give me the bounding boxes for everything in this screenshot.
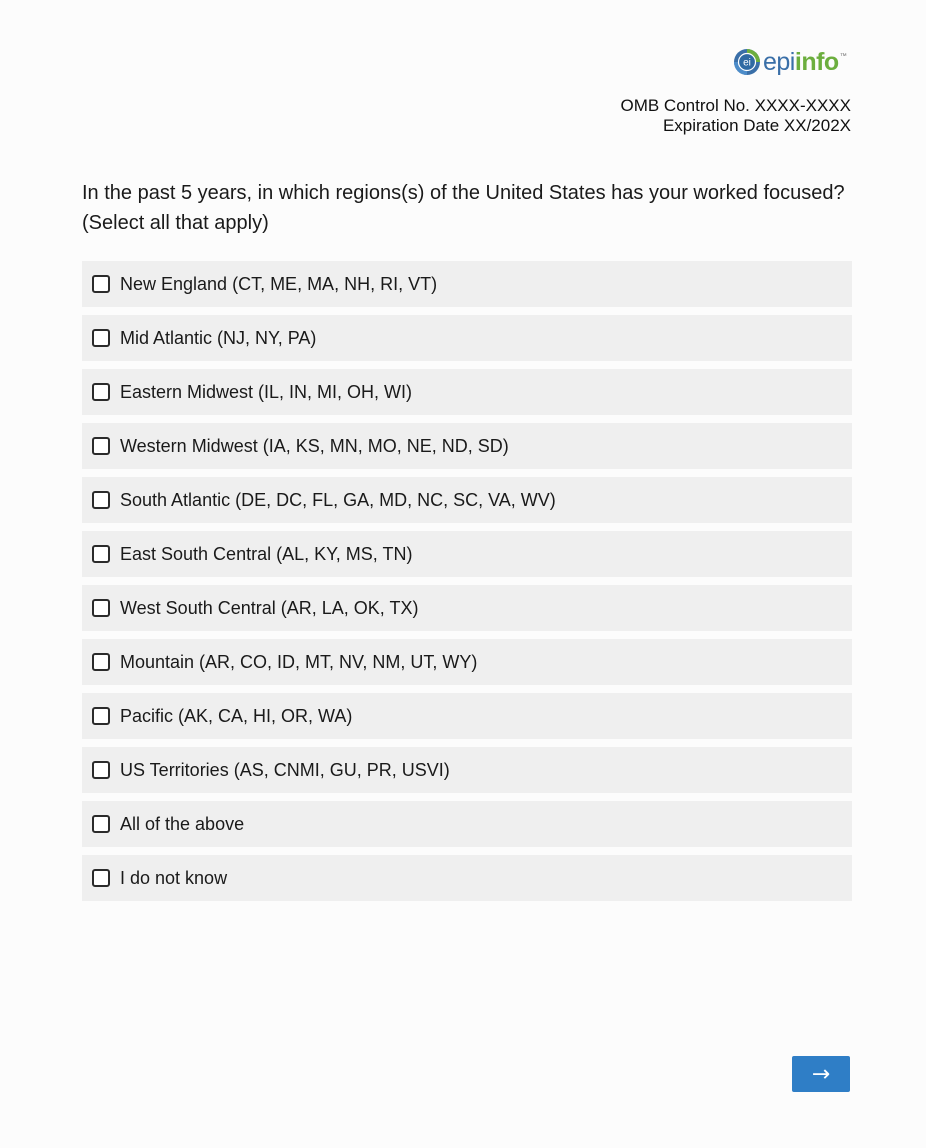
- option-western-midwest[interactable]: [82, 423, 852, 469]
- options-list: [82, 261, 852, 909]
- expiration-date: Expiration Date XX/202X: [662, 116, 851, 135]
- option-east-south-central[interactable]: [82, 531, 852, 577]
- arrow-right-icon: →: [811, 1061, 831, 1087]
- option-label: Pacific (AK, CA, HI, OR, WA): [120, 705, 353, 726]
- checkbox[interactable]: [92, 707, 110, 725]
- logo-text-epi: epi: [763, 47, 795, 76]
- epiinfo-logo: [733, 46, 846, 78]
- option-west-south-central[interactable]: [82, 585, 852, 631]
- option-all-of-the-above[interactable]: [82, 801, 852, 847]
- logo-mark-text: ei: [743, 57, 751, 69]
- option-do-not-know[interactable]: [82, 855, 852, 901]
- option-label: Mountain (AR, CO, ID, MT, NV, NM, UT, WY): [120, 651, 478, 672]
- option-label: US Territories (AS, CNMI, GU, PR, USVI): [120, 759, 450, 780]
- option-label: I do not know: [120, 867, 228, 888]
- omb-notice: [620, 96, 851, 136]
- checkbox[interactable]: [92, 653, 110, 671]
- checkbox[interactable]: [92, 383, 110, 401]
- option-pacific[interactable]: [82, 693, 852, 739]
- option-eastern-midwest[interactable]: [82, 369, 852, 415]
- checkbox[interactable]: [92, 275, 110, 293]
- checkbox[interactable]: [92, 329, 110, 347]
- option-new-england[interactable]: [82, 261, 852, 307]
- epiinfo-logo-icon: [733, 48, 761, 76]
- option-label: West South Central (AR, LA, OK, TX): [120, 597, 419, 618]
- next-button[interactable]: [792, 1056, 850, 1092]
- logo-text-info: info: [794, 47, 839, 76]
- option-label: New England (CT, ME, MA, NH, RI, VT): [120, 273, 438, 294]
- question-instruction: (Select all that apply): [82, 212, 269, 234]
- option-label: Western Midwest (IA, KS, MN, MO, NE, ND, SD): [120, 435, 509, 456]
- checkbox[interactable]: [92, 545, 110, 563]
- option-label: South Atlantic (DE, DC, FL, GA, MD, NC, SC, VA, WV): [120, 489, 556, 510]
- checkbox[interactable]: [92, 491, 110, 509]
- checkbox[interactable]: [92, 599, 110, 617]
- option-mountain[interactable]: [82, 639, 852, 685]
- question-text: In the past 5 years, in which regions(s) of the United States has your worked focused?: [82, 182, 845, 204]
- option-us-territories[interactable]: [82, 747, 852, 793]
- option-label: Mid Atlantic (NJ, NY, PA): [120, 327, 317, 348]
- question-prompt: [82, 178, 862, 238]
- option-label: East South Central (AL, KY, MS, TN): [120, 543, 413, 564]
- option-south-atlantic[interactable]: [82, 477, 852, 523]
- checkbox[interactable]: [92, 761, 110, 779]
- option-label: Eastern Midwest (IL, IN, MI, OH, WI): [120, 381, 413, 402]
- epiinfo-wordmark: [763, 47, 847, 76]
- logo-trademark: ™: [839, 52, 847, 60]
- checkbox[interactable]: [92, 815, 110, 833]
- option-label: All of the above: [120, 813, 245, 834]
- checkbox[interactable]: [92, 437, 110, 455]
- checkbox[interactable]: [92, 869, 110, 887]
- option-mid-atlantic[interactable]: [82, 315, 852, 361]
- omb-control-number: OMB Control No. XXXX-XXXX: [620, 96, 851, 115]
